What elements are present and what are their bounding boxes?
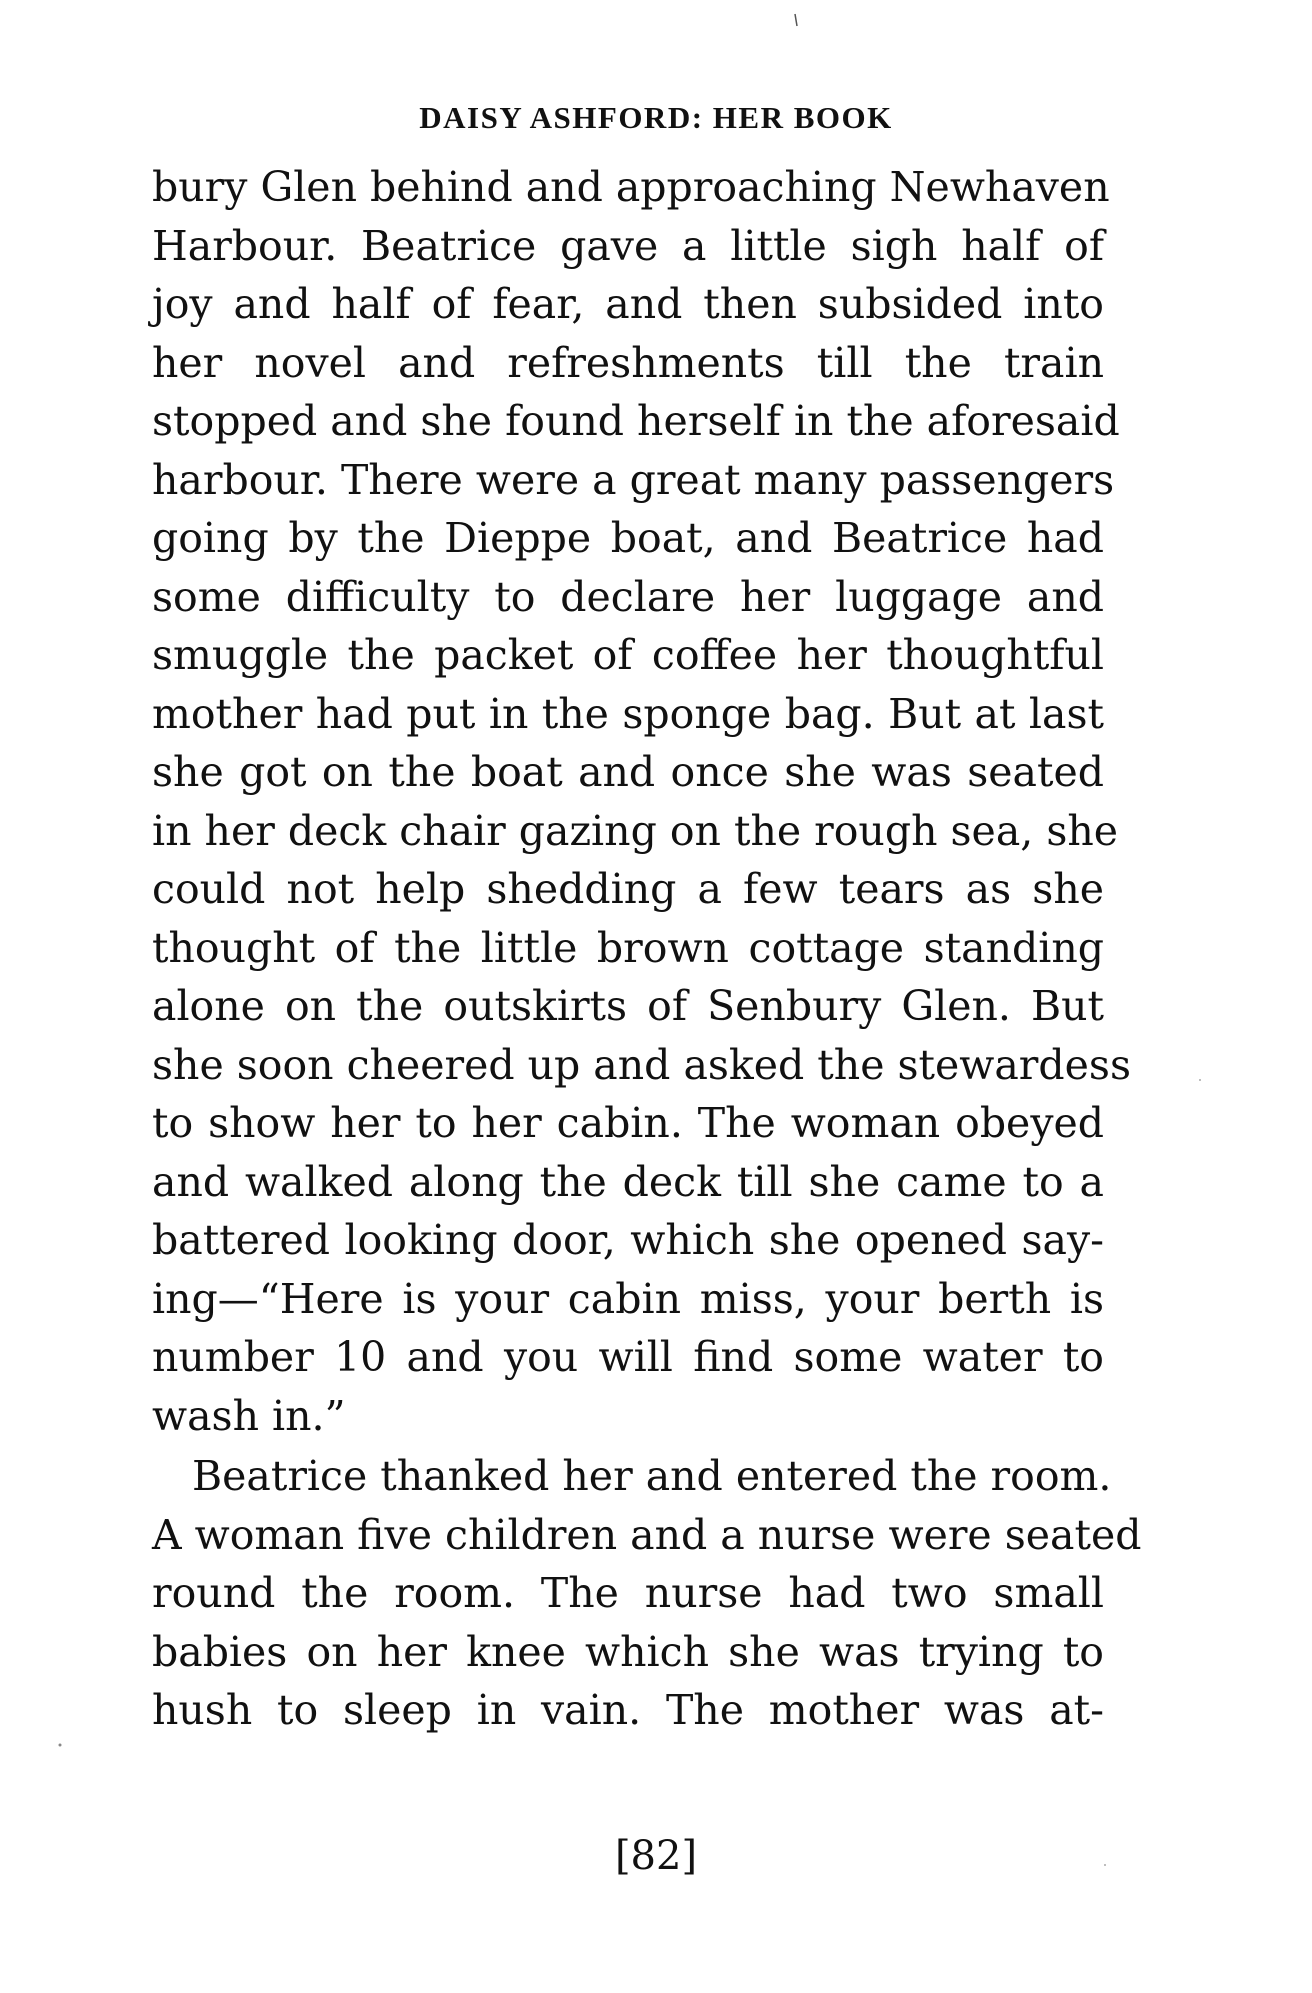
body-text <box>152 158 1142 1740</box>
text-line: could not help shedding a few tears as she <box>152 865 1104 913</box>
text-line: babies on her knee which she was trying to <box>152 1627 1104 1676</box>
text-line: bury Glen behind and approaching Newhaven <box>152 163 1110 211</box>
text-line: smuggle the packet of coffee her thoughtful <box>152 631 1104 679</box>
speck-mark <box>59 1744 62 1747</box>
text-line: she soon cheered up and asked the stewardess <box>152 1040 1131 1089</box>
text-line: she got on the boat and once she was seated <box>152 748 1104 796</box>
text-line: ing—“Here is your cabin miss, your berth is <box>152 1274 1104 1323</box>
running-head: DAISY ASHFORD: HER BOOK <box>419 100 893 135</box>
text-line: mother had put in the sponge bag. But at last <box>152 689 1104 738</box>
text-line: some difficulty to declare her luggage and <box>152 572 1104 621</box>
text-line: alone on the outskirts of Senbury Glen. But <box>152 982 1104 1030</box>
text-line: stopped and she found herself in the aforesaid <box>152 397 1120 445</box>
speck-mark <box>1199 1079 1201 1081</box>
text-line: to show her to her cabin. The woman obeyed <box>152 1099 1104 1147</box>
text-line: round the room. The nurse had two small <box>152 1569 1104 1617</box>
paragraph-end-line: wash in.” <box>152 1391 346 1440</box>
text-line: her novel and refreshments till the train <box>152 338 1104 387</box>
text-line: Harbour. Beatrice gave a little sigh half of <box>152 221 1104 270</box>
text-line: hush to sleep in vain. The mother was at- <box>152 1686 1104 1734</box>
speck-mark <box>795 14 797 26</box>
text-line: thought of the little brown cottage standing <box>152 923 1104 972</box>
text-line: going by the Dieppe boat, and Beatrice had <box>152 514 1104 562</box>
text-line: battered looking door, which she opened say- <box>152 1216 1104 1264</box>
text-line: harbour. There were a great many passengers <box>152 455 1115 504</box>
text-line: A woman five children and a nurse were seated <box>152 1510 1142 1559</box>
paragraph-start-line: Beatrice thanked her and entered the room. <box>192 1452 1112 1500</box>
text-line: and walked along the deck till she came to a <box>152 1157 1104 1206</box>
page-number: [82] <box>614 1833 698 1879</box>
text-line: in her deck chair gazing on the rough sea, she <box>152 806 1119 855</box>
text-line: number 10 and you will find some water to <box>152 1333 1104 1381</box>
text-line: joy and half of fear, and then subsided into <box>152 280 1104 328</box>
